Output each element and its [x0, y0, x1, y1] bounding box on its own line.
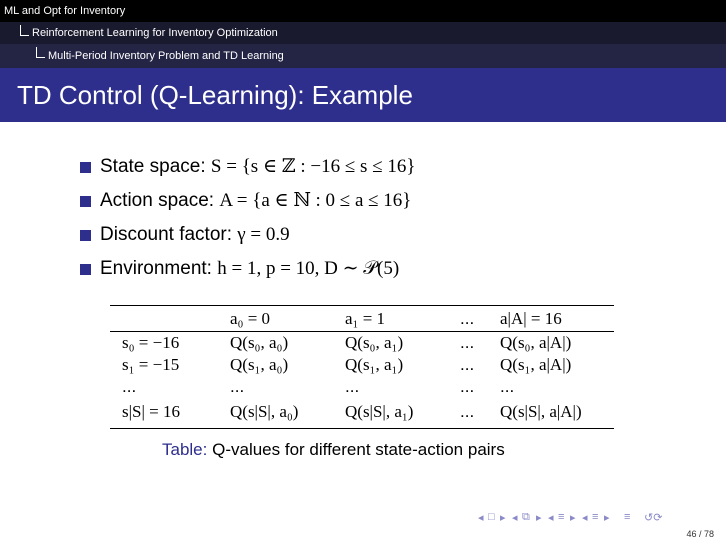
- nav-search-icon[interactable]: ↺⟳: [644, 512, 663, 524]
- nav-next-section-icon[interactable]: ▸: [570, 512, 576, 524]
- table-header-cell: a₀ = 0: [230, 309, 271, 328]
- nav-prev-section-icon[interactable]: ◂: [548, 512, 554, 524]
- table-row-header: s₀ = −16: [122, 333, 180, 352]
- table-cell: ...: [500, 377, 515, 396]
- nav-subsection-icon[interactable]: ⧉: [522, 511, 530, 523]
- bullet-square-icon: [80, 196, 91, 207]
- table-cell: Q(s₁, a|A|): [500, 355, 572, 374]
- table-cell: ...: [345, 377, 360, 396]
- section-title[interactable]: ML and Opt for Inventory: [4, 5, 126, 17]
- table-cell: Q(s₀, a|A|): [500, 333, 572, 352]
- bullet-math: h = 1, p = 10, D ∼ 𝒫(5): [217, 258, 400, 279]
- nav-prev-subsection-icon[interactable]: ◂: [512, 512, 518, 524]
- bullet-square-icon: [80, 230, 91, 241]
- table-cell: Q(s₀, a₁): [345, 333, 404, 352]
- caption-label: Table:: [162, 440, 208, 459]
- page-number: 46 / 78: [686, 529, 714, 539]
- slide-title-bar: [0, 68, 726, 122]
- table-row-header: s|S| = 16: [122, 402, 180, 421]
- bullet-math: A = {a ∈ ℕ : 0 ≤ a ≤ 16}: [219, 190, 412, 211]
- table-cell: Q(s₁, a₁): [345, 355, 404, 374]
- nav-next-subsection-icon[interactable]: ▸: [536, 512, 542, 524]
- subsubsection-header[interactable]: [0, 44, 726, 68]
- tree-connector-icon: [36, 47, 45, 58]
- bullet-math: S = {s ∈ ℤ : −16 ≤ s ≤ 16}: [210, 156, 416, 177]
- subsection-header[interactable]: [0, 22, 726, 44]
- table-cell: Q(s|S|, a|A|): [500, 402, 582, 421]
- nav-prev-slide-icon[interactable]: ◂: [582, 512, 588, 524]
- table-caption: [162, 440, 505, 460]
- nav-next-slide-icon[interactable]: ▸: [604, 512, 610, 524]
- page-current: 46: [686, 529, 697, 539]
- nav-doc-icon[interactable]: ≡: [624, 511, 631, 523]
- table-bottom-rule: [110, 428, 614, 429]
- table-cell: Q(s₁, a₀): [230, 355, 289, 374]
- nav-slide-icon[interactable]: ≡: [592, 511, 599, 523]
- table-top-rule: [110, 305, 614, 306]
- table-cell: ...: [460, 333, 475, 352]
- caption-text: Q-values for different state-action pairs: [212, 440, 505, 459]
- slide-title: TD Control (Q-Learning): Example: [17, 80, 413, 110]
- nav-next-frame-icon[interactable]: ▸: [500, 512, 506, 524]
- navigation-bar: [478, 511, 718, 527]
- nav-section-icon[interactable]: ≡: [558, 511, 565, 523]
- bullet-square-icon: [80, 264, 91, 275]
- table-header-cell: a|A| = 16: [500, 309, 562, 328]
- table-cell: ...: [460, 402, 475, 421]
- nav-prev-frame-icon[interactable]: □: [488, 511, 495, 523]
- table-cell: ...: [460, 377, 475, 396]
- subsection-title[interactable]: Reinforcement Learning for Inventory Optimization: [32, 27, 278, 39]
- table-row-header: s₁ = −15: [122, 355, 180, 374]
- nav-first-icon[interactable]: ◂: [478, 512, 484, 524]
- table-row-header: ...: [122, 377, 137, 396]
- bullet-label: State space:: [100, 156, 206, 177]
- section-header[interactable]: [0, 0, 726, 22]
- bullet-label: Action space:: [100, 190, 215, 211]
- subsubsection-title[interactable]: Multi-Period Inventory Problem and TD Learning: [48, 50, 284, 62]
- tree-connector-icon: [20, 25, 29, 36]
- bullet-label: Environment:: [100, 258, 212, 279]
- table-cell: ...: [460, 355, 475, 374]
- table-cell: Q(s₀, a₀): [230, 333, 289, 352]
- table-cell: Q(s|S|, a₁): [345, 402, 414, 421]
- table-cell: ...: [230, 377, 245, 396]
- table-header-cell: a₁ = 1: [345, 309, 386, 328]
- bullet-square-icon: [80, 162, 91, 173]
- table-header-cell: ...: [460, 309, 475, 328]
- table-mid-rule: [110, 331, 614, 332]
- page-total: 78: [703, 529, 714, 539]
- table-cell: Q(s|S|, a₀): [230, 402, 299, 421]
- bullet-label: Discount factor:: [100, 224, 232, 245]
- bullet-math: γ = 0.9: [237, 224, 290, 245]
